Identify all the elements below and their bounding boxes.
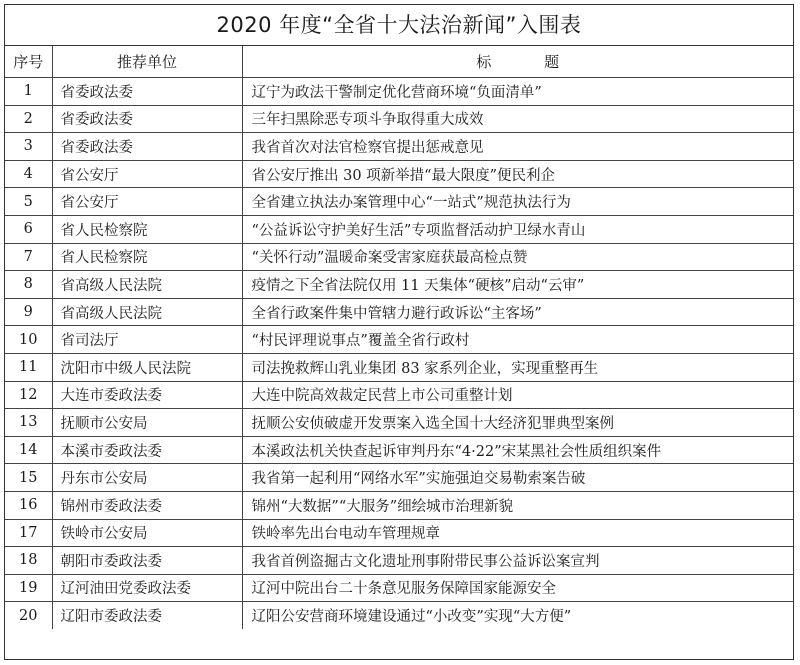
row-unit: 锦州市委政法委 [52,491,242,519]
table-row [5,381,793,409]
table-row [5,547,793,575]
row-index: 6 [5,215,52,243]
header-index: 序号 [5,46,52,78]
row-headline: 我省首例盗掘古文化遗址刑事附带民事公益诉讼案宣判 [242,547,793,575]
row-headline: 铁岭率先出台电动车管理规章 [242,519,793,547]
table-row [5,491,793,519]
table-row [5,188,793,216]
row-unit: 省司法厅 [52,326,242,354]
row-index: 12 [5,381,52,409]
row-headline: 司法挽救辉山乳业集团 83 家系列企业，实现重整再生 [242,353,793,381]
table-row [5,409,793,437]
table-row [5,602,793,629]
row-headline: “关怀行动”温暖命案受害家庭获最高检点赞 [242,243,793,271]
row-index: 13 [5,409,52,437]
row-headline: 我省第一起利用“网络水军”实施强迫交易勒索案告破 [242,464,793,492]
table-row [5,326,793,354]
header-headline: 标 题 [242,46,793,78]
table-row [5,574,793,602]
table-row [5,519,793,547]
row-headline: 省公安厅推出 30 项新举措“最大限度”便民利企 [242,160,793,188]
row-unit: 丹东市公安局 [52,464,242,492]
row-unit: 抚顺市公安局 [52,409,242,437]
row-index: 16 [5,491,52,519]
nominee-table [5,46,793,629]
row-headline: 全省行政案件集中管辖力避行政诉讼“主客场” [242,298,793,326]
row-headline: 我省首次对法官检察官提出惩戒意见 [242,133,793,161]
table-frame [4,4,794,660]
row-index: 10 [5,326,52,354]
row-index: 3 [5,133,52,161]
row-index: 18 [5,547,52,575]
table-row [5,271,793,299]
row-index: 20 [5,602,52,629]
row-unit: 省委政法委 [52,133,242,161]
row-headline: 辽阳公安营商环境建设通过“小改变”实现“大方便” [242,602,793,629]
page-title: 2020 年度“全省十大法治新闻”入围表 [5,5,793,46]
row-index: 11 [5,353,52,381]
row-unit: 铁岭市公安局 [52,519,242,547]
row-index: 4 [5,160,52,188]
row-headline: 大连中院高效裁定民营上市公司重整计划 [242,381,793,409]
row-unit: 省公安厅 [52,160,242,188]
row-index: 15 [5,464,52,492]
table-row [5,464,793,492]
table-header-row [5,46,793,78]
table-row [5,133,793,161]
table-row [5,215,793,243]
row-headline: 全省建立执法办案管理中心“一站式”规范执法行为 [242,188,793,216]
row-unit: 省高级人民法院 [52,298,242,326]
row-headline: “公益诉讼守护美好生活”专项监督活动护卫绿水青山 [242,215,793,243]
row-headline: 辽河中院出台二十条意见服务保障国家能源安全 [242,574,793,602]
row-unit: 沈阳市中级人民法院 [52,353,242,381]
row-index: 1 [5,78,52,106]
row-index: 9 [5,298,52,326]
row-unit: 辽河油田党委政法委 [52,574,242,602]
row-headline: “村民评理说事点”覆盖全省行政村 [242,326,793,354]
row-headline: 锦州“大数据”“大服务”细绘城市治理新貌 [242,491,793,519]
row-index: 7 [5,243,52,271]
row-unit: 省高级人民法院 [52,271,242,299]
table-row [5,353,793,381]
row-index: 2 [5,105,52,133]
table-row [5,436,793,464]
table-row [5,298,793,326]
row-headline: 本溪政法机关快查起诉审判丹东“4·22”宋某黑社会性质组织案件 [242,436,793,464]
row-unit: 省委政法委 [52,78,242,106]
row-index: 17 [5,519,52,547]
row-unit: 省委政法委 [52,105,242,133]
table-row [5,160,793,188]
table-row [5,243,793,271]
row-unit: 朝阳市委政法委 [52,547,242,575]
row-unit: 本溪市委政法委 [52,436,242,464]
row-unit: 省人民检察院 [52,243,242,271]
row-headline: 疫情之下全省法院仅用 11 天集体“硬核”启动“云审” [242,271,793,299]
row-unit: 大连市委政法委 [52,381,242,409]
row-headline: 三年扫黑除恶专项斗争取得重大成效 [242,105,793,133]
row-index: 14 [5,436,52,464]
row-index: 19 [5,574,52,602]
header-unit: 推荐单位 [52,46,242,78]
table-row [5,78,793,106]
table-row [5,105,793,133]
row-unit: 省公安厅 [52,188,242,216]
row-headline: 抚顺公安侦破虚开发票案入选全国十大经济犯罪典型案例 [242,409,793,437]
row-headline: 辽宁为政法干警制定优化营商环境“负面清单” [242,78,793,106]
row-index: 8 [5,271,52,299]
row-index: 5 [5,188,52,216]
row-unit: 省人民检察院 [52,215,242,243]
row-unit: 辽阳市委政法委 [52,602,242,629]
